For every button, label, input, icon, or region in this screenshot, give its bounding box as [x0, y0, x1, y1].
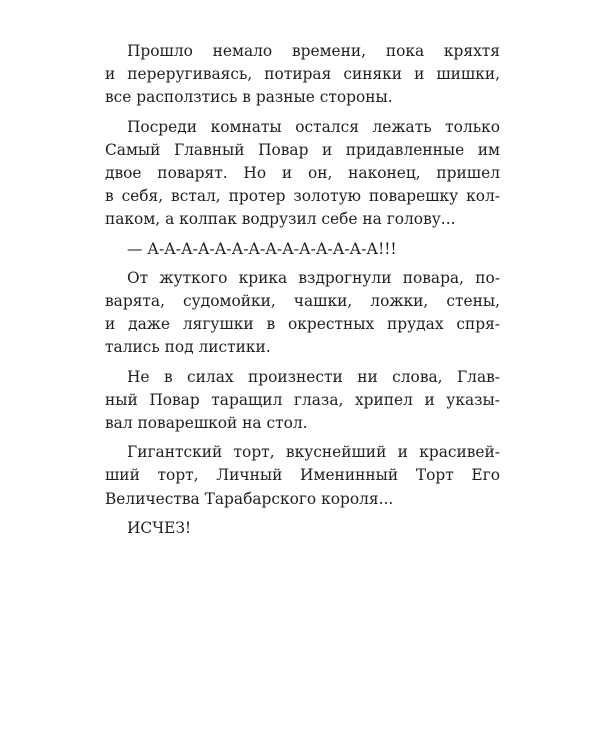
text-line: в себя, встал, протер золотую поварешку кол-	[105, 187, 500, 206]
text-line: все расползтись в разные стороны.	[105, 88, 393, 107]
text-line: и даже лягушки в окрестных прудах спря-	[105, 315, 500, 334]
text-line: вал поварешкой на стол.	[105, 414, 308, 433]
text-line: варята, судомойки, чашки, ложки, стены,	[105, 292, 500, 311]
text-line: ший торт, Личный Именинный Торт Его	[105, 466, 500, 485]
text-line: Посреди комнаты остался лежать только	[127, 117, 500, 136]
paragraph-3	[105, 238, 500, 261]
text-line: ИСЧЕЗ!	[127, 518, 192, 537]
text-line: паком, а колпак водрузил себе на голову...	[105, 210, 456, 229]
book-page	[105, 40, 500, 546]
text-line: ный Повар таращил глаза, хрипел и указы-	[105, 390, 500, 409]
paragraph-2	[105, 116, 500, 232]
text-line: Гигантский торт, вкуснейший и красивей-	[127, 443, 500, 462]
text-line: Прошло немало времени, пока кряхтя	[127, 42, 500, 60]
text-line: и переругиваясь, потирая синяки и шишки,	[105, 65, 500, 84]
text-line: От жуткого крика вздрогнули повара, по-	[127, 268, 500, 287]
text-line: тались под листики.	[105, 338, 271, 357]
text-line: Самый Главный Повар и придавленные им	[105, 140, 500, 159]
text-line: двое поварят. Но и он, наконец, пришел	[105, 164, 500, 183]
text-line: — А-А-А-А-А-А-А-А-А-А-А-А-А-А!!!	[127, 239, 397, 258]
paragraph-6	[105, 441, 500, 511]
text-line: Не в силах произнести ни слова, Глав-	[127, 367, 500, 386]
text-line: Величества Тарабарского короля...	[105, 489, 394, 508]
paragraph-4	[105, 267, 500, 360]
paragraph-5	[105, 366, 500, 436]
paragraph-1	[105, 40, 500, 110]
paragraph-7	[105, 517, 500, 540]
